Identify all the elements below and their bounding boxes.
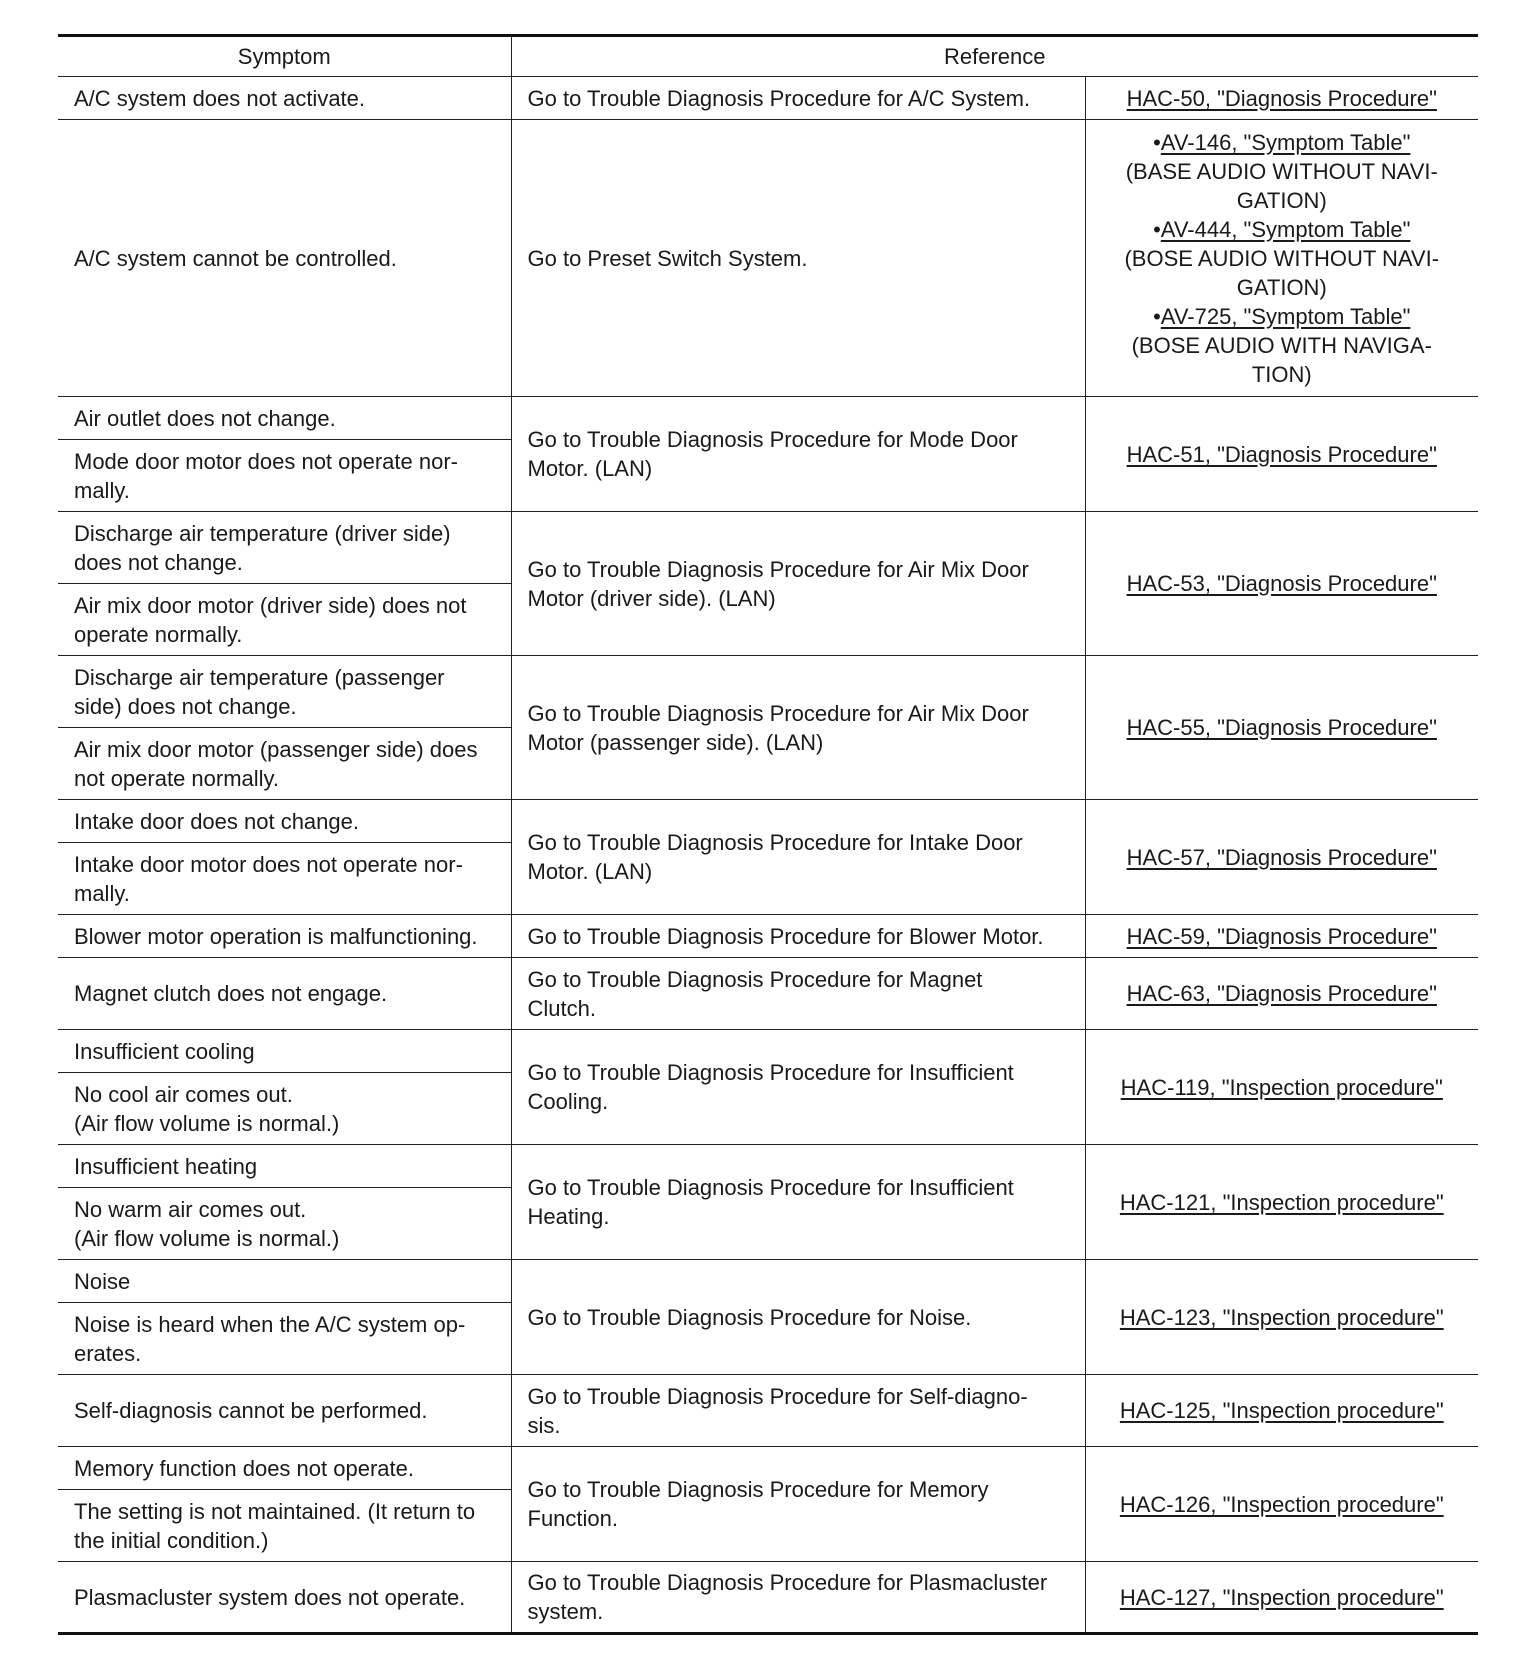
reference-link[interactable]: HAC-119, "Inspection procedure" [1120,1074,1443,1100]
reference-cell [1085,77,1478,120]
procedure-cell: Go to Trouble Diagnosis Procedure for Air Mix Door Motor (driver side). (LAN) [511,512,1085,656]
procedure-cell: Go to Trouble Diagnosis Procedure for Insufficient Cooling. [511,1030,1085,1145]
bullet: • [1153,303,1161,329]
symptom-cell: Blower motor operation is malfunctioning. [58,915,511,958]
symptom-cell: Noise is heard when the A/C system op- erates. [58,1303,511,1375]
header-row [58,36,1478,77]
symptom-cell: Self-diagnosis cannot be performed. [58,1375,511,1447]
reference-cell [1085,1260,1478,1375]
reference-link[interactable]: HAC-50, "Diagnosis Procedure" [1126,85,1437,111]
symptom-cell: Air mix door motor (passenger side) does not operate normally. [58,728,511,800]
reference-link[interactable]: HAC-63, "Diagnosis Procedure" [1126,981,1437,1006]
table-row [58,1447,1478,1490]
reference-cell [1085,1447,1478,1562]
symptom-cell: Mode door motor does not operate nor- mally. [58,440,511,512]
table-row [58,915,1478,958]
procedure-cell: Go to Trouble Diagnosis Procedure for Magnet Clutch. [511,958,1085,1030]
symptom-cell: No cool air comes out. (Air flow volume is normal.) [58,1073,511,1145]
reference-link[interactable]: AV-146, "Symptom Table" [1160,129,1411,155]
procedure-cell: Go to Trouble Diagnosis Procedure for Memory Function. [511,1447,1085,1562]
reference-link[interactable]: AV-725, "Symptom Table" [1160,303,1411,329]
symptom-cell: Plasmacluster system does not operate. [58,1562,511,1634]
symptom-cell: Memory function does not operate. [58,1447,511,1490]
procedure-cell: Go to Preset Switch System. [511,120,1085,397]
table-row [58,800,1478,843]
symptom-table [58,34,1478,1635]
reference-link[interactable]: HAC-59, "Diagnosis Procedure" [1126,923,1437,949]
reference-link[interactable]: HAC-123, "Inspection procedure" [1119,1304,1444,1330]
reference-cell [1085,958,1478,1030]
procedure-cell: Go to Trouble Diagnosis Procedure for Self-diagno- sis. [511,1375,1085,1447]
reference-link[interactable]: HAC-121, "Inspection procedure" [1119,1189,1444,1215]
table-row [58,120,1478,397]
symptom-cell: A/C system does not activate. [58,77,511,120]
header-symptom: Symptom [58,36,511,77]
table-row [58,1260,1478,1303]
reference-entry [1096,302,1469,331]
reference-cell [1085,120,1478,397]
symptom-cell: Discharge air temperature (driver side) does not change. [58,512,511,584]
procedure-cell: Go to Trouble Diagnosis Procedure for A/C System. [511,77,1085,120]
reference-link[interactable]: HAC-126, "Inspection procedure" [1119,1491,1444,1517]
procedure-cell: Go to Trouble Diagnosis Procedure for Noise. [511,1260,1085,1375]
symptom-cell: Intake door motor does not operate nor- mally. [58,843,511,915]
reference-cell [1085,1562,1478,1634]
table-row [58,512,1478,584]
reference-link[interactable]: HAC-125, "Inspection procedure" [1119,1398,1444,1423]
table-row [58,656,1478,728]
symptom-cell: No warm air comes out. (Air flow volume is normal.) [58,1188,511,1260]
symptom-cell: The setting is not maintained. (It return to the initial condition.) [58,1490,511,1562]
procedure-cell: Go to Trouble Diagnosis Procedure for Blower Motor. [511,915,1085,958]
reference-entry [1096,215,1469,244]
reference-note: (BOSE AUDIO WITH NAVIGA- TION) [1131,332,1432,387]
reference-cell [1085,512,1478,656]
reference-cell [1085,915,1478,958]
bullet: • [1153,216,1161,242]
reference-link[interactable]: HAC-57, "Diagnosis Procedure" [1126,844,1437,870]
table-row [58,1030,1478,1073]
procedure-cell: Go to Trouble Diagnosis Procedure for Intake Door Motor. (LAN) [511,800,1085,915]
table-row [58,1562,1478,1634]
symptom-cell: Intake door does not change. [58,800,511,843]
reference-cell [1085,656,1478,800]
table-row [58,77,1478,120]
reference-cell [1085,397,1478,512]
symptom-cell: Air outlet does not change. [58,397,511,440]
table-row [58,1145,1478,1188]
symptom-cell: Discharge air temperature (passenger side) does not change. [58,656,511,728]
procedure-cell: Go to Trouble Diagnosis Procedure for Insufficient Heating. [511,1145,1085,1260]
procedure-cell: Go to Trouble Diagnosis Procedure for Plasmacluster system. [511,1562,1085,1634]
reference-cell [1085,1030,1478,1145]
reference-cell [1085,1375,1478,1447]
reference-note: (BASE AUDIO WITHOUT NAVI- GATION) [1125,158,1438,213]
reference-note: (BOSE AUDIO WITHOUT NAVI- GATION) [1124,245,1440,300]
table-row [58,958,1478,1030]
reference-link[interactable]: HAC-55, "Diagnosis Procedure" [1126,715,1437,740]
reference-link[interactable]: HAC-51, "Diagnosis Procedure" [1126,441,1437,467]
symptom-cell: Noise [58,1260,511,1303]
reference-link[interactable]: HAC-127, "Inspection procedure" [1119,1584,1444,1610]
table-row [58,397,1478,440]
procedure-cell: Go to Trouble Diagnosis Procedure for Mode Door Motor. (LAN) [511,397,1085,512]
procedure-cell: Go to Trouble Diagnosis Procedure for Air Mix Door Motor (passenger side). (LAN) [511,656,1085,800]
symptom-cell: Insufficient heating [58,1145,511,1188]
symptom-cell: A/C system cannot be controlled. [58,120,511,397]
header-reference: Reference [511,36,1478,77]
reference-cell [1085,800,1478,915]
symptom-cell: Magnet clutch does not engage. [58,958,511,1030]
symptom-cell: Insufficient cooling [58,1030,511,1073]
reference-cell [1085,1145,1478,1260]
reference-link[interactable]: AV-444, "Symptom Table" [1160,216,1411,242]
reference-link[interactable]: HAC-53, "Diagnosis Procedure" [1126,571,1437,596]
symptom-cell: Air mix door motor (driver side) does not operate normally. [58,584,511,656]
table-row [58,1375,1478,1447]
bullet: • [1153,129,1161,155]
reference-entry [1096,128,1469,157]
